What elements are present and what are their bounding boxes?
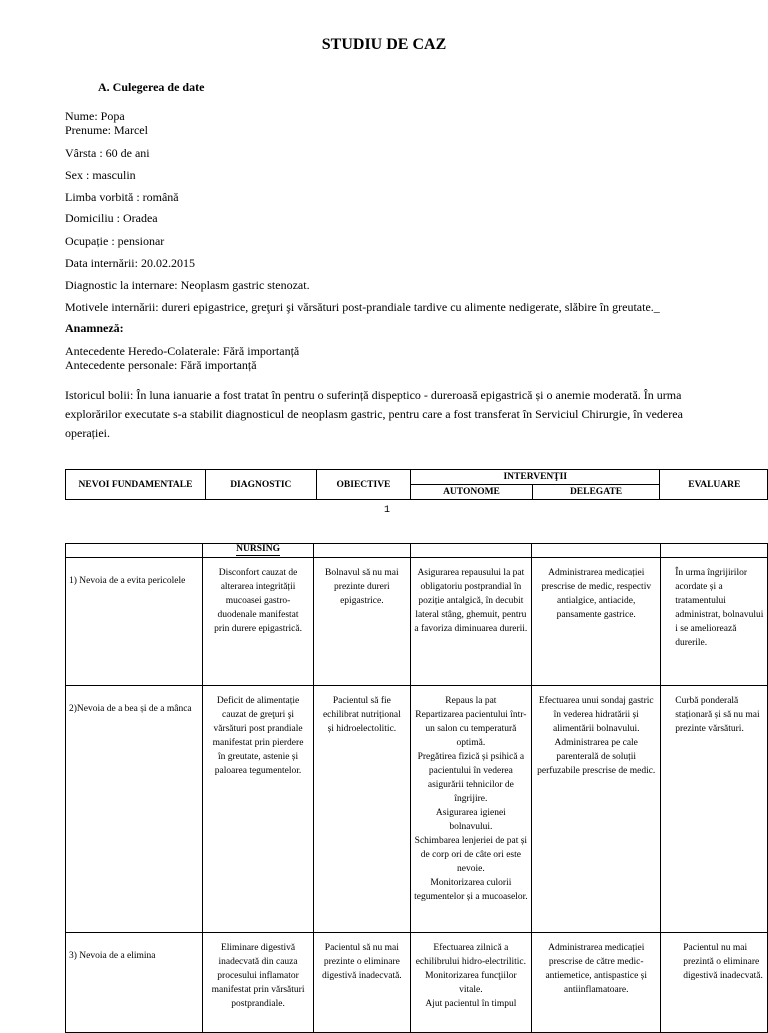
diagnosis-cell: Deficit de alimentație cauzat de greţuri şi vărsături post prandiale manifestat prin pierdere în greutate, astenie și paloarea tegumentelor.: [202, 686, 313, 933]
need-cell: 3) Nevoia de a elimina: [66, 933, 203, 1033]
header-autonomous: AUTONOME: [411, 485, 532, 500]
field-age: Vârsta : 60 de ani: [65, 146, 150, 160]
diagnosis-cell: Disconfort cauzat de alterarea integrității mucoasei gastro-duodenale manifestat prin durere epigastrică.: [202, 558, 313, 686]
care-plan-header-table: [65, 469, 768, 500]
need-cell: 2)Nevoia de a bea și de a mânca: [66, 686, 203, 933]
illness-history: Istoricul bolii: În luna ianuarie a fost tratat în pentru o suferință dispeptico - dureroasă epigastrică și o anemie moderată. În urma explorărilor executate s-a stabilit diagnosticul de neoplasm gastric, pentru care a fost transferat în Serviciul Chirurgie, în vederea operației.: [65, 388, 683, 440]
evaluation-cell: În urma îngrijirilor acordate și a tratamentului administrat, bolnavului i se ameliorează durerile.: [661, 558, 768, 686]
care-plan-table: [65, 543, 768, 1033]
header-diagnosis: DIAGNOSTIC: [205, 470, 316, 500]
diagnosis-cell: Eliminare digestivă inadecvată din cauza procesului inflamator manifestat prin vărsături postprandiale.: [202, 933, 313, 1033]
evaluation-cell: Pacientul nu mai prezintă o eliminare digestivă inadecvată.: [661, 933, 768, 1033]
evaluation-cell: Curbă ponderală staționară și să nu mai prezinte vărsături.: [661, 686, 768, 933]
nursing-label: NURSING: [236, 544, 280, 554]
autonomous-cell: Repaus la pat Repartizarea pacientului într-un salon cu temperatură optimă. Pregătirea fizică și psihică a pacientului în vederea asigurării tehnicilor de îngrijire. Asigurarea igienei bolnavului. Schimbarea lenjeriei de pat și de corp ori de câte ori este nevoie. Monitorizarea culorii tegumentelor și a mucoaselor.: [410, 686, 532, 933]
header-evaluation: EVALUARE: [660, 470, 768, 500]
field-sex: Sex : masculin: [65, 168, 136, 182]
field-admission-date: Data internării: 20.02.2015: [65, 256, 195, 270]
page-number: 1: [384, 505, 391, 516]
document-title: STUDIU DE CAZ: [321, 36, 447, 53]
autonomous-cell: Efectuarea zilnică a echilibrului hidro-electrilitic. Monitorizarea funcţiilor vitale. Ajut pacientul în timpul: [410, 933, 532, 1033]
objectives-cell: Pacientul să fie echilibrat nutrițional și hidroelectolitic.: [314, 686, 410, 933]
autonomous-cell: Asigurarea repausului la pat obligatoriu postprandial în poziție antalgică, în decubit lateral stâng, ghemuit, pentru a favoriza diminuarea durerii.: [410, 558, 532, 686]
objectives-cell: Pacientul să nu mai prezinte o eliminare digestivă inadecvată.: [314, 933, 410, 1033]
field-occupation: Ocupație : pensionar: [65, 234, 165, 248]
delegated-cell: Administrarea medicației prescrise de către medic- antiemetice, antispastice și antiinflamatoare.: [532, 933, 661, 1033]
table-row: [66, 933, 768, 1033]
field-admission-reasons: Motivele internării: dureri epigastrice, greţuri şi vărsături post-prandiale tardive cu alimente nedigerate, slăbire în greutate._: [65, 300, 660, 314]
need-cell: 1) Nevoia de a evita pericolele: [66, 558, 203, 686]
hereditary-history: Antecedente Heredo-Colaterale: Fără importanță: [65, 344, 300, 358]
delegated-cell: Efectuarea unui sondaj gastric în vederea hidratării și alimentării bolnavului. Administrarea pe cale parenterală de soluții perfuzabile prescrise de medic.: [532, 686, 661, 933]
field-residence: Domiciliu : Oradea: [65, 211, 158, 225]
delegated-cell: Administrarea medicației prescrise de medic, respectiv antialgice, antiacide, pansamente gastrice.: [532, 558, 661, 686]
nursing-empty-cell: [66, 544, 203, 558]
field-diagnosis: Diagnostic la internare: Neoplasm gastric stenozat.: [65, 278, 310, 292]
personal-history: Antecedente personale: Fără importanță: [65, 358, 257, 372]
field-last-name: Nume: Popa: [65, 109, 125, 123]
header-fundamental-needs: NEVOI FUNDAMENTALE: [66, 470, 206, 500]
field-language: Limba vorbită : română: [65, 190, 179, 204]
table-row: [66, 558, 768, 686]
table-row: [66, 686, 768, 933]
header-interventions: INTERVENŢII: [411, 470, 660, 485]
objectives-cell: Bolnavul să nu mai prezinte dureri epigastrice.: [314, 558, 410, 686]
anamnesis-heading: Anamneză:: [65, 321, 124, 335]
header-delegated: DELEGATE: [532, 485, 660, 500]
field-first-name: Prenume: Marcel: [65, 123, 148, 137]
nursing-label-cell: [202, 544, 313, 558]
section-heading-data-collection: A. Culegerea de date: [98, 80, 205, 94]
header-objectives: OBIECTIVE: [316, 470, 411, 500]
